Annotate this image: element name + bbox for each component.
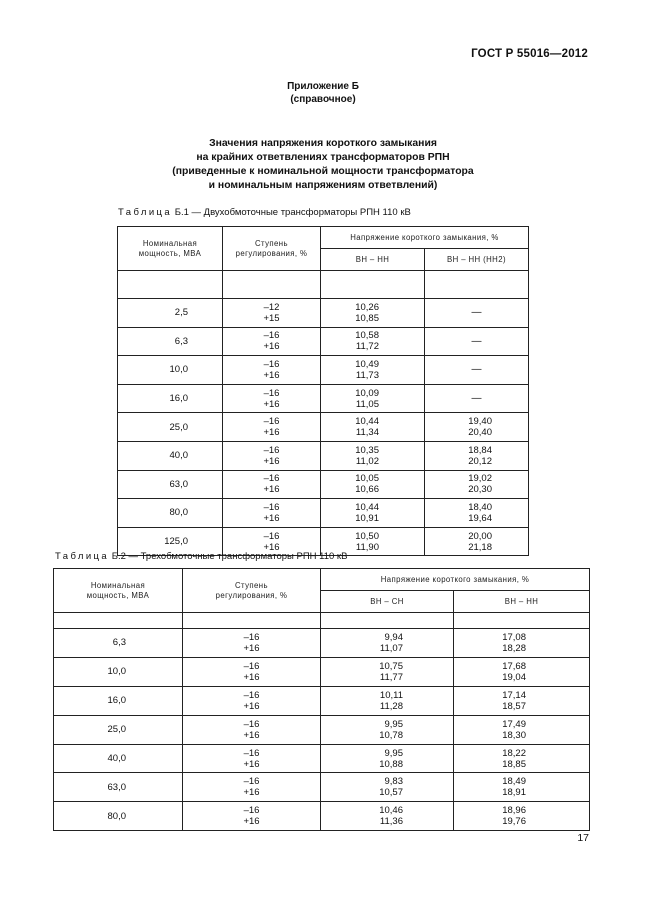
value-a-2: 11,36 [379,816,403,828]
step-cell [183,802,321,831]
step-plus: +16 [243,642,260,654]
table-row [118,470,529,499]
value-a-1: 10,44 [355,501,379,513]
standard-number: ГОСТ Р 55016—2012 [471,48,588,60]
table2-caption-word: Таблица [55,551,110,562]
table-row [54,629,590,658]
value-a-1: 10,49 [355,358,379,370]
table-row [54,715,590,744]
value-a-2: 11,07 [379,642,403,654]
value-cell-a [321,715,454,744]
step-plus: +16 [263,512,280,524]
value-b-1: 20,00 [468,530,492,542]
table-row [118,327,529,356]
value-b-1: 18,49 [502,776,526,788]
power-cell: 10,0 [118,356,223,385]
value-cell-a [321,686,454,715]
value-cell-b: — [425,299,529,328]
step-plus: +16 [243,700,260,712]
value-b-1: 17,08 [502,631,526,643]
value-cell-b [454,715,590,744]
step-plus: +16 [243,816,260,828]
table2-header-power: Номинальная мощность, МВА [54,569,183,613]
table-row [54,802,590,831]
appendix-title: Приложение Б [287,81,359,92]
value-b-1: 18,84 [468,444,492,456]
step-cell [223,384,321,413]
value-b-2: 19,04 [502,671,526,683]
value-cell-a [321,657,454,686]
table-b1 [117,226,529,556]
value-b-1: 17,14 [502,689,526,701]
value-a-2: 11,05 [355,398,379,410]
table2-header-voltage: Напряжение короткого замыкания, % [321,569,590,591]
value-a-2: 10,88 [379,758,403,770]
value-cell-b [425,527,529,556]
value-a-2: 11,73 [355,369,379,381]
value-cell-a [321,773,454,802]
value-b-1: 19,40 [468,416,492,428]
value-b-1: 18,22 [502,747,526,759]
step-minus: –16 [243,805,260,817]
table-row [118,299,529,328]
table-row [54,744,590,773]
step-cell [223,441,321,470]
value-cell-b [454,686,590,715]
step-plus: +16 [243,758,260,770]
value-cell-a [321,629,454,658]
table-row [54,686,590,715]
step-cell [183,657,321,686]
value-a-1: 10,11 [379,689,403,701]
value-a-1: 10,46 [379,805,403,817]
power-cell: 80,0 [118,499,223,528]
value-b-2: 19,76 [502,816,526,828]
table1-caption [118,207,411,218]
step-plus: +16 [263,427,280,439]
step-minus: –16 [243,660,260,672]
value-cell-b [454,773,590,802]
table1-header-col-b: ВН – НН (НН2) [425,249,529,271]
value-cell-b [425,413,529,442]
table-row [118,384,529,413]
step-cell [183,686,321,715]
value-a-1: 10,75 [379,660,403,672]
value-a-1: 9,95 [384,747,403,759]
table2-header-col-a: ВН – СН [321,591,454,613]
step-minus: –16 [263,530,280,542]
value-b-2: 20,30 [468,484,492,496]
power-cell: 16,0 [118,384,223,413]
step-cell [223,499,321,528]
value-b-2: 21,18 [468,541,492,553]
table1-caption-word: Таблица [118,207,173,218]
step-minus: –16 [263,416,280,428]
step-plus: +16 [243,787,260,799]
value-a-2: 11,77 [379,671,403,683]
step-minus: –16 [263,358,280,370]
power-cell: 6,3 [118,327,223,356]
power-cell: 80,0 [54,802,183,831]
value-cell-a [321,470,425,499]
value-a-1: 10,44 [355,416,379,428]
power-cell: 16,0 [54,686,183,715]
value-cell-a [321,299,425,328]
table-row [118,413,529,442]
step-minus: –16 [243,718,260,730]
table-row [118,441,529,470]
value-b-1: 17,68 [502,660,526,672]
value-a-1: 9,83 [384,776,403,788]
step-cell [183,715,321,744]
step-minus: –16 [263,501,280,513]
heading-line-2: на крайних ответвлениях трансформаторов РПН [196,152,450,163]
value-a-1: 10,09 [355,387,379,399]
value-a-2: 10,85 [355,312,379,324]
value-cell-b: — [425,356,529,385]
step-plus: +16 [263,541,280,553]
power-cell: 125,0 [118,527,223,556]
value-a-2: 11,28 [379,700,403,712]
value-cell-b [454,657,590,686]
value-cell-b [454,744,590,773]
power-cell: 40,0 [54,744,183,773]
step-cell [223,299,321,328]
table2-caption-text: Б.2 — Трехобмоточные трансформаторы РПН 110 кВ [111,551,348,562]
value-a-2: 11,02 [355,455,379,467]
power-cell: 40,0 [118,441,223,470]
value-a-1: 10,05 [355,473,379,485]
value-cell-b [454,802,590,831]
value-b-2: 18,57 [502,700,526,712]
heading-line-3: (приведенные к номинальной мощности трансформатора [172,166,474,177]
table2-header-step: Ступень регулирования, % [183,569,321,613]
step-minus: –16 [243,631,260,643]
step-plus: +16 [263,484,280,496]
step-minus: –16 [263,330,280,342]
value-b-2: 18,91 [502,787,526,799]
table-row [118,499,529,528]
value-a-1: 10,50 [355,530,379,542]
step-cell [223,356,321,385]
value-b-2: 18,85 [502,758,526,770]
step-plus: +16 [263,455,280,467]
appendix-note: (справочное) [290,94,356,105]
step-cell [223,327,321,356]
table1-caption-text: Б.1 — Двухобмоточные трансформаторы РПН 110 кВ [174,207,411,218]
value-a-2: 10,91 [355,512,379,524]
step-plus: +15 [263,312,280,324]
step-plus: +16 [243,671,260,683]
step-cell [183,629,321,658]
step-cell [183,773,321,802]
power-cell: 63,0 [54,773,183,802]
step-minus: –16 [243,776,260,788]
value-a-1: 9,94 [384,631,403,643]
value-b-1: 18,40 [468,501,492,513]
value-cell-b: — [425,384,529,413]
value-a-1: 10,26 [355,301,379,313]
power-cell: 10,0 [54,657,183,686]
value-cell-b [454,629,590,658]
step-plus: +16 [263,341,280,353]
value-b-2: 20,12 [468,455,492,467]
value-a-2: 10,57 [379,787,403,799]
value-cell-a [321,327,425,356]
value-b-2: 18,28 [502,642,526,654]
value-b-2: 20,40 [468,427,492,439]
table-row [54,657,590,686]
value-a-2: 11,34 [355,427,379,439]
value-a-2: 11,90 [355,541,379,553]
step-minus: –16 [263,473,280,485]
value-cell-b [425,441,529,470]
page-number: 17 [577,832,589,844]
table-row [118,356,529,385]
step-cell [223,413,321,442]
table2-header-col-b: ВН – НН [454,591,590,613]
value-a-1: 9,95 [384,718,403,730]
power-cell: 6,3 [54,629,183,658]
table-b2 [53,568,590,831]
value-cell-a [321,802,454,831]
value-b-2: 18,30 [502,729,526,741]
value-cell-b [425,499,529,528]
table-row [54,773,590,802]
value-a-2: 10,78 [379,729,403,741]
value-a-1: 10,58 [355,330,379,342]
value-b-1: 19,02 [468,473,492,485]
step-minus: –16 [263,387,280,399]
value-cell-a [321,356,425,385]
table2-caption [55,551,347,562]
section-heading [0,137,646,193]
table1-header-power: Номинальная мощность, МВА [118,227,223,271]
value-cell-a [321,499,425,528]
step-minus: –12 [263,301,280,313]
heading-line-1: Значения напряжения короткого замыкания [209,138,437,149]
table1-header-col-a: ВН – НН [321,249,425,271]
value-cell-b: — [425,327,529,356]
step-plus: +16 [263,398,280,410]
step-plus: +16 [263,369,280,381]
step-minus: –16 [243,747,260,759]
step-cell [223,470,321,499]
value-cell-a [321,441,425,470]
value-cell-a [321,413,425,442]
step-plus: +16 [243,729,260,741]
value-b-2: 19,64 [468,512,492,524]
appendix-block [0,80,646,106]
step-minus: –16 [243,689,260,701]
table1-header-voltage: Напряжение короткого замыкания, % [321,227,529,249]
value-cell-a [321,744,454,773]
value-a-2: 10,66 [355,484,379,496]
value-cell-b [425,470,529,499]
power-cell: 2,5 [118,299,223,328]
step-minus: –16 [263,444,280,456]
value-b-1: 17,49 [502,718,526,730]
value-a-2: 11,72 [355,341,379,353]
power-cell: 63,0 [118,470,223,499]
value-a-1: 10,35 [355,444,379,456]
power-cell: 25,0 [118,413,223,442]
table1-header-step: Ступень регулирования, % [223,227,321,271]
heading-line-4: и номинальным напряжениям ответвлений) [208,180,438,191]
step-cell [183,744,321,773]
power-cell: 25,0 [54,715,183,744]
value-b-1: 18,96 [502,805,526,817]
value-cell-a [321,384,425,413]
